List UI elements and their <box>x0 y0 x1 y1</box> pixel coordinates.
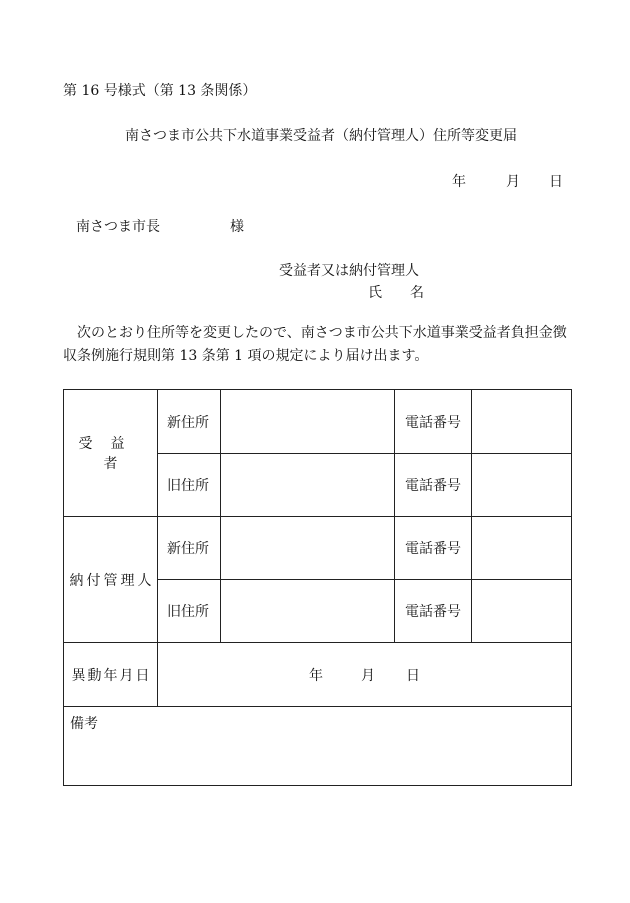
manager-new-address-label: 新住所 <box>158 517 221 580</box>
beneficiary-old-phone-field[interactable] <box>472 454 572 517</box>
manager-group-label: 納付管理人 <box>64 517 158 643</box>
change-date-year: 年 <box>309 667 323 684</box>
addressee <box>76 216 244 236</box>
remarks-label: 備考 <box>70 716 98 732</box>
change-date-day: 日 <box>406 667 420 684</box>
form-number: 第 16 号様式（第 13 条関係） <box>63 83 257 99</box>
change-form-table <box>63 389 572 786</box>
name-label <box>368 282 424 302</box>
declaration-text: 次のとおり住所等を変更したので、南さつま市公共下水道事業受益者負担金徴収条例施行規則第 13 条第 1 項の規定により届け出ます。 <box>63 325 567 364</box>
date-day-label: 日 <box>549 174 563 190</box>
addressee-name: 南さつま市長 <box>76 219 160 235</box>
beneficiary-group-label: 受益者 <box>64 390 158 517</box>
beneficiary-old-address-label: 旧住所 <box>158 454 221 517</box>
submission-date <box>452 171 563 191</box>
date-month-label: 月 <box>506 174 520 190</box>
beneficiary-new-phone-label: 電話番号 <box>395 390 472 454</box>
change-date-month: 月 <box>361 667 375 684</box>
manager-new-phone-label: 電話番号 <box>395 517 472 580</box>
change-date-label: 異動年月日 <box>64 643 158 707</box>
manager-new-phone-field[interactable] <box>472 517 572 580</box>
document-title: 南さつま市公共下水道事業受益者（納付管理人）住所等変更届 <box>125 128 517 144</box>
manager-old-address-field[interactable] <box>221 580 395 643</box>
beneficiary-new-address-field[interactable] <box>221 390 395 454</box>
manager-old-phone-field[interactable] <box>472 580 572 643</box>
remarks-field[interactable] <box>64 707 572 786</box>
addressee-honorific: 様 <box>230 219 244 235</box>
beneficiary-new-phone-field[interactable] <box>472 390 572 454</box>
change-date-field[interactable] <box>158 643 572 707</box>
beneficiary-old-phone-label: 電話番号 <box>395 454 472 517</box>
manager-new-address-field[interactable] <box>221 517 395 580</box>
manager-old-phone-label: 電話番号 <box>395 580 472 643</box>
manager-old-address-label: 旧住所 <box>158 580 221 643</box>
beneficiary-old-address-field[interactable] <box>221 454 395 517</box>
name-label-first: 氏 <box>368 285 382 301</box>
date-year-label: 年 <box>452 174 466 190</box>
name-label-second: 名 <box>410 285 424 301</box>
beneficiary-new-address-label: 新住所 <box>158 390 221 454</box>
applicant-label: 受益者又は納付管理人 <box>279 263 419 279</box>
